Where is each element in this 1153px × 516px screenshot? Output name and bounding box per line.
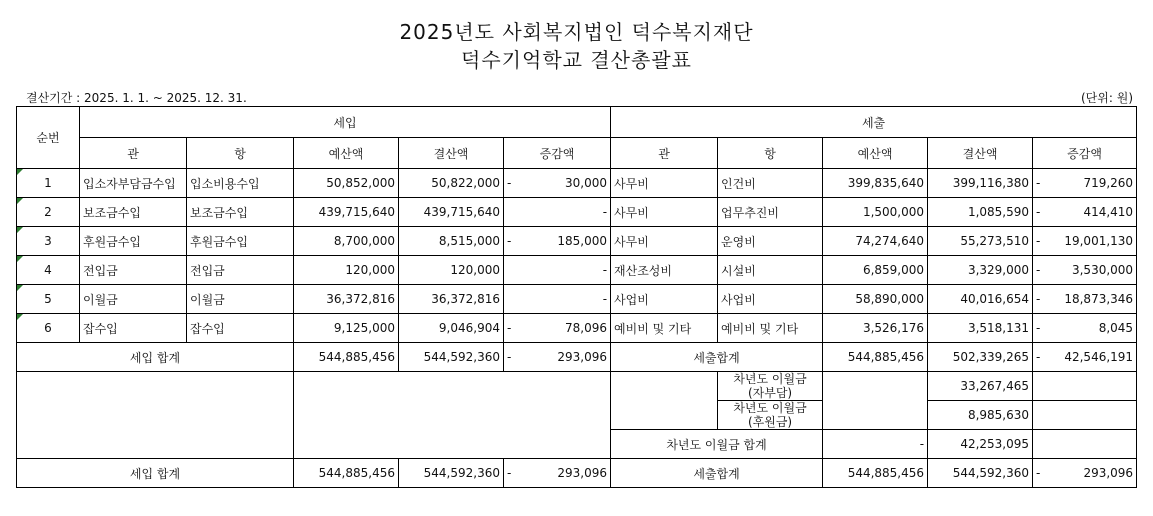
blank-cell [823, 372, 928, 401]
inc-settled-cell: 120,000 [399, 256, 504, 285]
row-number-cell: 1 [17, 169, 80, 198]
exp-settled-cell: 3,329,000 [928, 256, 1033, 285]
inc-grand-diff: - 293,096 [504, 459, 611, 488]
exp-hang-cell: 인건비 [718, 169, 823, 198]
unit-label: (단위: 원) [1081, 91, 1133, 105]
exp-total-settled: 502,339,265 [928, 343, 1033, 372]
inc-grand-budget: 544,885,456 [294, 459, 399, 488]
exp-diff-cell: - 3,530,000 [1033, 256, 1137, 285]
exp-diff-cell: - 19,001,130 [1033, 227, 1137, 256]
header-exp-hang: 항 [718, 138, 823, 169]
header-exp-gwan: 관 [611, 138, 718, 169]
exp-settled-cell: 1,085,590 [928, 198, 1033, 227]
exp-hang-cell: 업무추진비 [718, 198, 823, 227]
settlement-period: 결산기간 : 2025. 1. 1. ~ 2025. 12. 31. [26, 91, 247, 105]
header-inc-settled: 결산액 [399, 138, 504, 169]
blank-cell [1033, 401, 1137, 430]
inc-hang-cell: 전입금 [187, 256, 294, 285]
diff-sign: - [1036, 234, 1041, 248]
table-row [17, 256, 1137, 285]
exp-budget-cell: 58,890,000 [823, 285, 928, 314]
exp-settled-cell: 40,016,654 [928, 285, 1033, 314]
inc-gwan-cell: 후원금수입 [80, 227, 187, 256]
exp-settled-cell: 399,116,380 [928, 169, 1033, 198]
diff-sign: - [507, 321, 512, 335]
header-expense: 세출 [611, 107, 1137, 138]
inc-budget-cell: 36,372,816 [294, 285, 399, 314]
diff-sign: - [1036, 176, 1041, 190]
exp-grand-diff: - 293,096 [1033, 459, 1137, 488]
table-row [17, 285, 1137, 314]
inc-budget-cell: 439,715,640 [294, 198, 399, 227]
inc-diff-cell: - [504, 198, 611, 227]
inc-settled-cell: 8,515,000 [399, 227, 504, 256]
inc-budget-cell: 50,852,000 [294, 169, 399, 198]
inc-hang-cell: 이월금 [187, 285, 294, 314]
blank-cell [1033, 372, 1137, 401]
inc-total-budget: 544,885,456 [294, 343, 399, 372]
inc-hang-cell: 보조금수입 [187, 198, 294, 227]
exp-gwan-cell: 재산조성비 [611, 256, 718, 285]
table-row [17, 169, 1137, 198]
header-inc-hang: 항 [187, 138, 294, 169]
inc-total-diff: - 293,096 [504, 343, 611, 372]
carryover-self-label: 차년도 이월금 (자부담) [718, 372, 823, 401]
inc-gwan-cell: 입소자부담금수입 [80, 169, 187, 198]
inc-settled-cell: 50,822,000 [399, 169, 504, 198]
grand-total-row [17, 459, 1137, 488]
table-row [17, 198, 1137, 227]
inc-budget-cell: 8,700,000 [294, 227, 399, 256]
exp-gwan-cell: 사무비 [611, 227, 718, 256]
inc-total-settled: 544,592,360 [399, 343, 504, 372]
exp-grand-label: 세출합계 [611, 459, 823, 488]
row-number-cell: 4 [17, 256, 80, 285]
header-exp-diff: 증감액 [1033, 138, 1137, 169]
exp-diff-cell: - 18,873,346 [1033, 285, 1137, 314]
inc-hang-cell: 후원금수입 [187, 227, 294, 256]
exp-gwan-cell: 예비비 및 기타 [611, 314, 718, 343]
exp-hang-cell: 사업비 [718, 285, 823, 314]
exp-diff-cell: - 8,045 [1033, 314, 1137, 343]
header-inc-budget: 예산액 [294, 138, 399, 169]
blank-cell [611, 372, 718, 430]
inc-grand-label: 세입 합계 [17, 459, 294, 488]
inc-settled-cell: 9,046,904 [399, 314, 504, 343]
document-title: 2025년도 사회복지법인 덕수복지재단 [399, 20, 754, 44]
exp-budget-cell: 3,526,176 [823, 314, 928, 343]
blank-cell [17, 372, 294, 459]
exp-hang-cell: 예비비 및 기타 [718, 314, 823, 343]
inc-gwan-cell: 이월금 [80, 285, 187, 314]
row-number-cell: 3 [17, 227, 80, 256]
exp-grand-settled: 544,592,360 [928, 459, 1033, 488]
settlement-summary-table [16, 106, 1137, 488]
inc-gwan-cell: 잡수입 [80, 314, 187, 343]
exp-budget-cell: 74,274,640 [823, 227, 928, 256]
row-number-cell: 2 [17, 198, 80, 227]
header-row-1 [17, 107, 1137, 138]
cell-marker-icon [17, 227, 23, 233]
inc-diff-cell: - 30,000 [504, 169, 611, 198]
diff-sign: - [507, 350, 512, 364]
exp-total-budget: 544,885,456 [823, 343, 928, 372]
carryover-row-self [17, 372, 1137, 401]
blank-cell [294, 372, 611, 459]
header-row-2 [17, 138, 1137, 169]
cell-marker-icon [17, 198, 23, 204]
inc-settled-cell: 439,715,640 [399, 198, 504, 227]
header-exp-budget: 예산액 [823, 138, 928, 169]
inc-gwan-cell: 전입금 [80, 256, 187, 285]
exp-grand-budget: 544,885,456 [823, 459, 928, 488]
document-subtitle: 덕수기억학교 결산총괄표 [461, 48, 692, 72]
header-income: 세입 [80, 107, 611, 138]
table-row [17, 314, 1137, 343]
header-exp-settled: 결산액 [928, 138, 1033, 169]
inc-diff-cell: - [504, 285, 611, 314]
exp-gwan-cell: 사무비 [611, 198, 718, 227]
diff-sign: - [507, 176, 512, 190]
inc-gwan-cell: 보조금수입 [80, 198, 187, 227]
cell-marker-icon [17, 169, 23, 175]
header-inc-diff: 증감액 [504, 138, 611, 169]
blank-cell [823, 401, 928, 430]
exp-gwan-cell: 사무비 [611, 169, 718, 198]
inc-hang-cell: 입소비용수입 [187, 169, 294, 198]
exp-total-diff: - 42,546,191 [1033, 343, 1137, 372]
exp-total-label: 세출합계 [611, 343, 823, 372]
exp-hang-cell: 운영비 [718, 227, 823, 256]
exp-settled-cell: 3,518,131 [928, 314, 1033, 343]
exp-settled-cell: 55,273,510 [928, 227, 1033, 256]
inc-total-label: 세입 합계 [17, 343, 294, 372]
row-number-cell: 6 [17, 314, 80, 343]
inc-diff-cell: - 78,096 [504, 314, 611, 343]
diff-sign: - [1036, 350, 1041, 364]
diff-sign: - [1036, 321, 1041, 335]
diff-sign: - [1036, 205, 1041, 219]
header-inc-gwan: 관 [80, 138, 187, 169]
carryover-self-value: 33,267,465 [928, 372, 1033, 401]
cell-marker-icon [17, 256, 23, 262]
cell-marker-icon [17, 285, 23, 291]
subtotal-row [17, 343, 1137, 372]
carryover-total-value: 42,253,095 [928, 430, 1033, 459]
inc-diff-cell: - [504, 256, 611, 285]
header-seq: 순번 [17, 107, 80, 169]
cell-marker-icon [17, 314, 23, 320]
exp-gwan-cell: 사업비 [611, 285, 718, 314]
diff-sign: - [507, 234, 512, 248]
inc-diff-cell: - 185,000 [504, 227, 611, 256]
diff-sign: - [1036, 292, 1041, 306]
exp-budget-cell: 6,859,000 [823, 256, 928, 285]
carryover-donation-label: 차년도 이월금 (후원금) [718, 401, 823, 430]
inc-hang-cell: 잡수입 [187, 314, 294, 343]
inc-budget-cell: 120,000 [294, 256, 399, 285]
exp-budget-cell: 399,835,640 [823, 169, 928, 198]
inc-settled-cell: 36,372,816 [399, 285, 504, 314]
inc-budget-cell: 9,125,000 [294, 314, 399, 343]
row-number-cell: 5 [17, 285, 80, 314]
carryover-total-label: 차년도 이월금 합계 [611, 430, 823, 459]
exp-diff-cell: - 719,260 [1033, 169, 1137, 198]
carryover-donation-value: 8,985,630 [928, 401, 1033, 430]
exp-hang-cell: 시설비 [718, 256, 823, 285]
diff-sign: - [1036, 263, 1041, 277]
diff-sign: - [507, 466, 512, 480]
exp-diff-cell: - 414,410 [1033, 198, 1137, 227]
inc-grand-settled: 544,592,360 [399, 459, 504, 488]
carryover-total-budget: - [823, 430, 928, 459]
exp-budget-cell: 1,500,000 [823, 198, 928, 227]
diff-sign: - [1036, 466, 1041, 480]
table-row [17, 227, 1137, 256]
blank-cell [1033, 430, 1137, 459]
